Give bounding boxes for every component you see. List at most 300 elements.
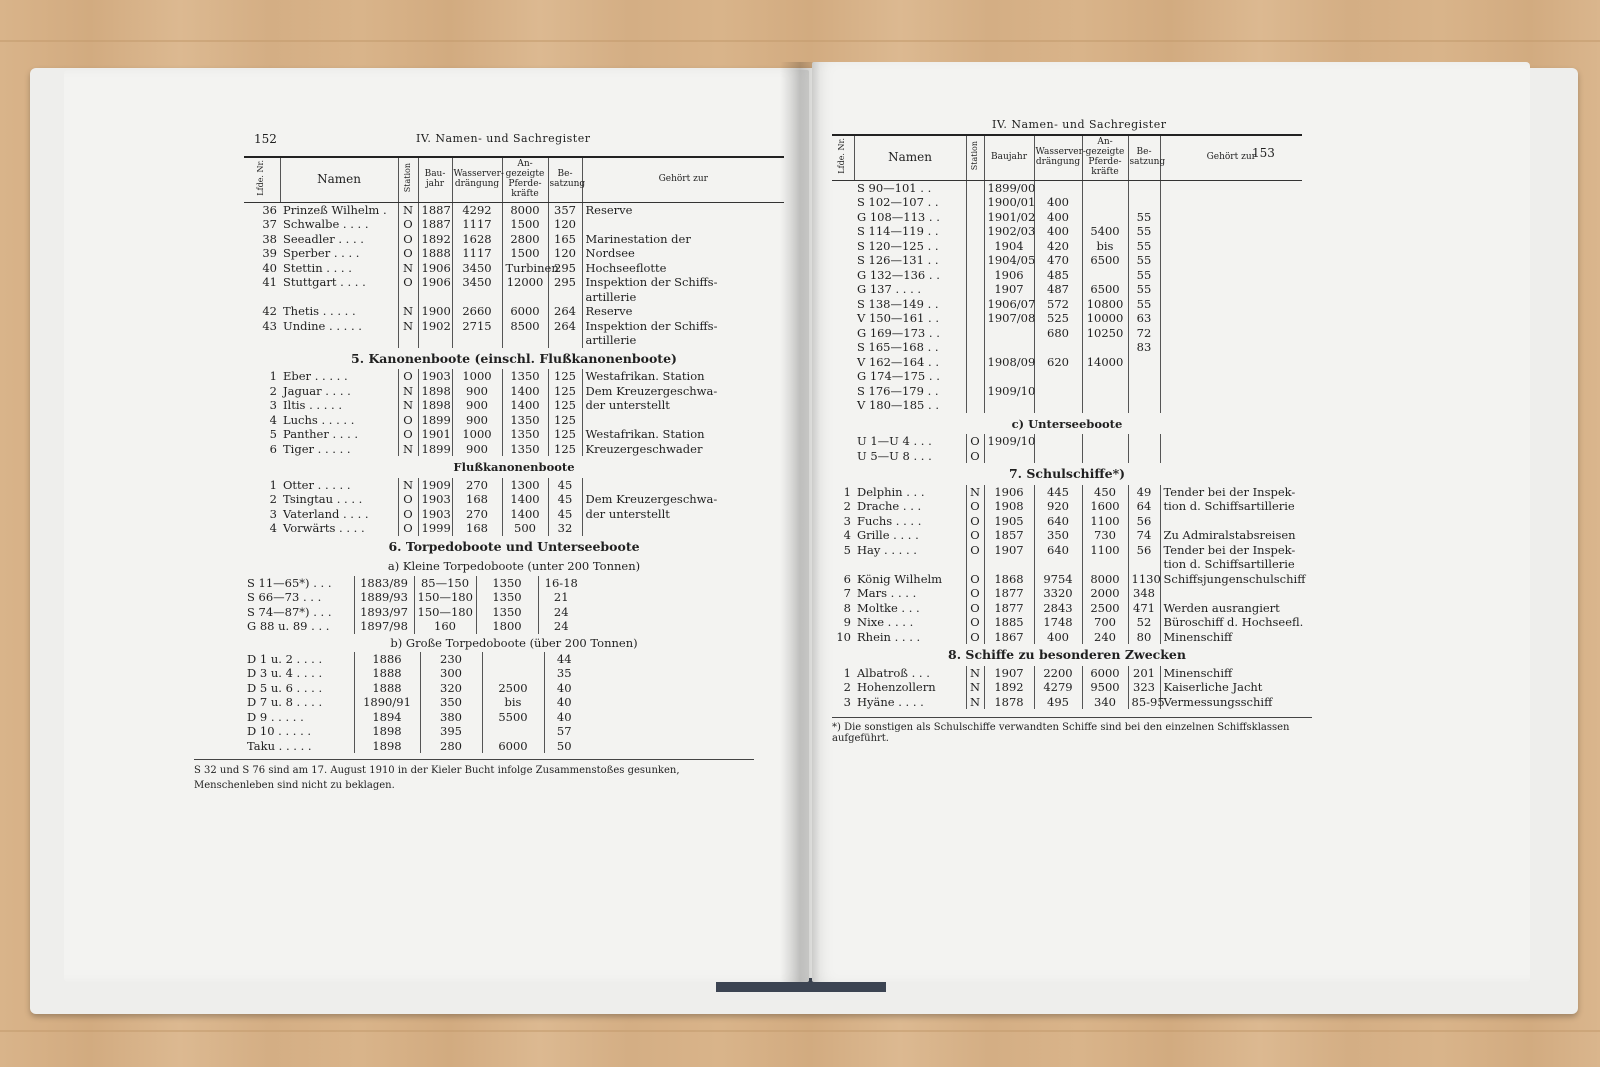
table-cell: N xyxy=(398,304,418,319)
table-cell: 32 xyxy=(548,521,582,536)
table-cell xyxy=(984,449,1034,464)
table-cell: 9754 xyxy=(1034,572,1082,587)
table-cell: 72 xyxy=(1128,326,1160,341)
table-cell: 400 xyxy=(1034,210,1082,225)
table-row xyxy=(244,384,784,399)
table-cell: Drache . . . xyxy=(857,499,922,514)
footnote: *) Die sonstigen als Schulschiffe verwandten Schiffe sind bei den einzelnen Schiffsklassen aufgeführt. xyxy=(832,717,1312,744)
table-cell: 6 xyxy=(843,571,851,586)
table-row xyxy=(832,297,1302,312)
table-cell: N xyxy=(966,666,984,681)
page-number: 153 xyxy=(1252,146,1275,160)
table-cell: 450 xyxy=(1082,485,1128,500)
table-cell: 1857 xyxy=(984,528,1034,543)
table-row xyxy=(244,290,784,305)
table-cell xyxy=(832,311,854,326)
table-row xyxy=(832,434,1302,449)
table-row xyxy=(244,202,784,217)
table-cell xyxy=(582,413,784,428)
section-title: Flußkanonenboote xyxy=(453,460,575,475)
table-cell xyxy=(854,557,966,572)
left-register-table xyxy=(194,156,784,793)
table-cell: O xyxy=(966,434,984,449)
table-cell: 400 xyxy=(1034,630,1082,645)
table-cell: Schwalbe . . . . xyxy=(283,217,369,232)
table-cell: 300 xyxy=(420,666,482,681)
table-cell: 445 xyxy=(1034,485,1082,500)
table-cell: 6000 xyxy=(502,304,548,319)
table-cell: Mars . . . . xyxy=(857,586,917,601)
table-cell: Taku . . . . . xyxy=(247,738,312,753)
table-cell: 55 xyxy=(1128,297,1160,312)
table-cell xyxy=(832,239,854,254)
section-title: 7. Schulschiffe*) xyxy=(1008,466,1126,482)
table-cell xyxy=(1082,369,1128,384)
table-cell: Westafrikan. Station xyxy=(582,427,784,442)
table-cell: 620 xyxy=(1034,355,1082,370)
table-row xyxy=(244,413,784,428)
table-row xyxy=(244,652,584,667)
table-cell: 49 xyxy=(1128,485,1160,500)
table-cell: 1350 xyxy=(502,427,548,442)
table-cell: 1898 xyxy=(418,384,452,399)
table-cell: 2843 xyxy=(1034,601,1082,616)
table-row xyxy=(832,528,1302,543)
table-cell: Panther . . . . xyxy=(283,427,359,442)
table-cell: S 66—73 . . . xyxy=(247,590,322,605)
table-cell: G 132—136 . . xyxy=(857,267,940,282)
table-cell: Tsingtau . . . . xyxy=(283,492,363,507)
table-cell xyxy=(418,290,452,305)
table-cell: 2800 xyxy=(502,232,548,247)
table-cell: 1889/93 xyxy=(354,590,414,605)
header-cell: Be-satzung xyxy=(1128,135,1160,180)
table-cell: 572 xyxy=(1034,297,1082,312)
table-cell: O xyxy=(966,615,984,630)
table-cell: 2660 xyxy=(452,304,502,319)
table-cell: 3 xyxy=(269,398,277,413)
table-cell: 4 xyxy=(843,528,851,543)
table-cell: 8 xyxy=(843,600,851,615)
header-cell: An-gezeigte Pferde-kräfte xyxy=(1082,135,1128,180)
table-cell: 1000 xyxy=(452,369,502,384)
table-cell: 3320 xyxy=(1034,586,1082,601)
table-cell: 55 xyxy=(1128,224,1160,239)
table-cell: S 11—65*) . . . xyxy=(247,575,332,590)
table-cell xyxy=(452,290,502,305)
table-cell: Reserve xyxy=(582,202,784,217)
table-cell: 1 xyxy=(843,484,851,499)
table-cell: 400 xyxy=(1034,224,1082,239)
table-cell xyxy=(966,195,984,210)
table-cell: 1000 xyxy=(452,427,502,442)
spine-shadow xyxy=(780,62,820,982)
table-cell xyxy=(984,340,1034,355)
table-cell: D 7 u. 8 . . . . xyxy=(247,695,323,710)
table-cell: 1 xyxy=(269,369,277,384)
table-cell: O xyxy=(398,217,418,232)
table-cell: 1400 xyxy=(502,384,548,399)
table-cell: 1902/03 xyxy=(984,224,1034,239)
table-cell: O xyxy=(398,369,418,384)
table-cell: V 180—185 . . xyxy=(857,398,939,413)
table-cell xyxy=(1128,180,1160,195)
table-cell xyxy=(482,652,544,667)
table-cell: Dem Kreuzergeschwa- xyxy=(582,384,784,399)
table-cell: 125 xyxy=(548,384,582,399)
table-cell: 1 xyxy=(269,477,277,492)
left-page xyxy=(64,70,809,982)
table-cell: 1350 xyxy=(502,442,548,457)
running-head: IV. Namen- und Sachregister xyxy=(416,132,591,145)
header-cell: Station xyxy=(966,135,984,180)
table-cell: N xyxy=(398,442,418,457)
table-cell: 420 xyxy=(1034,239,1082,254)
table-cell: 1887 xyxy=(418,202,452,217)
table-row xyxy=(832,195,1302,210)
table-cell: Reserve xyxy=(582,304,784,319)
table-cell xyxy=(482,724,544,739)
table-cell: S 138—149 . . xyxy=(857,296,939,311)
table-cell xyxy=(418,333,452,348)
table-cell: O xyxy=(966,572,984,587)
table-cell: 1908/09 xyxy=(984,355,1034,370)
table-cell: O xyxy=(966,499,984,514)
table-cell: 1887 xyxy=(418,217,452,232)
table-cell: 1867 xyxy=(984,630,1034,645)
table-cell: 9 xyxy=(843,615,851,630)
header-cell: An-gezeigte Pferde-kräfte xyxy=(502,157,548,202)
table-cell: 2 xyxy=(843,499,851,514)
table-row xyxy=(244,369,784,384)
table-cell: 1904/05 xyxy=(984,253,1034,268)
table-cell: 83 xyxy=(1128,340,1160,355)
table-cell: 1500 xyxy=(502,246,548,261)
table-cell xyxy=(548,290,582,305)
table-cell: S 126—131 . . xyxy=(857,253,939,268)
table-row xyxy=(244,478,784,493)
table-cell: 40 xyxy=(262,260,277,275)
table-cell: 495 xyxy=(1034,695,1082,710)
table-cell: 5 xyxy=(269,427,277,442)
table-cell: 1906 xyxy=(418,261,452,276)
table-cell: Hohenzollern xyxy=(857,680,936,695)
table-cell: Minenschiff xyxy=(1160,630,1302,645)
header-cell: Namen xyxy=(280,157,398,202)
table-cell: G 108—113 . . xyxy=(857,209,940,224)
section-title: 6. Torpedoboote und Unterseeboote xyxy=(388,538,640,554)
table-cell xyxy=(966,326,984,341)
table-cell: 24 xyxy=(538,605,584,620)
table-cell xyxy=(832,210,854,225)
table-row xyxy=(832,695,1302,710)
table-cell: 2500 xyxy=(482,681,544,696)
table-cell: Inspektion der Schiffs- xyxy=(582,319,784,334)
table-cell xyxy=(1160,195,1302,210)
table-cell: 1999 xyxy=(418,521,452,536)
table-cell xyxy=(1082,398,1128,413)
table-cell: 4 xyxy=(269,412,277,427)
table-cell xyxy=(832,449,854,464)
table-cell: 1906 xyxy=(418,275,452,290)
table-cell: Hay . . . . . xyxy=(857,542,917,557)
table-cell: 1907 xyxy=(984,666,1034,681)
table-row xyxy=(832,384,1302,399)
right-register-table xyxy=(832,134,1306,745)
table-cell: S 74—87*) . . . xyxy=(247,604,332,619)
table-cell: 1906 xyxy=(984,268,1034,283)
table-cell: O xyxy=(966,449,984,464)
table-row xyxy=(244,427,784,442)
floor-plank-line xyxy=(0,40,1600,42)
table-cell: 3 xyxy=(269,506,277,521)
table-cell xyxy=(966,384,984,399)
table-cell: 485 xyxy=(1034,268,1082,283)
table-cell: Iltis . . . . . xyxy=(283,398,342,413)
header-cell: Gehört zur xyxy=(1160,135,1302,180)
header-cell: Station xyxy=(398,157,418,202)
table-cell: 21 xyxy=(538,590,584,605)
table-cell: N xyxy=(966,485,984,500)
table-cell xyxy=(1160,239,1302,254)
table-cell: O xyxy=(966,514,984,529)
table-cell xyxy=(502,333,548,348)
table-cell xyxy=(832,355,854,370)
table-cell: 168 xyxy=(452,521,502,536)
table-cell: Marinestation der xyxy=(582,232,784,247)
table-row xyxy=(244,619,584,634)
table-cell: 1905 xyxy=(984,514,1034,529)
table-cell: 6500 xyxy=(1082,253,1128,268)
table-cell: 2200 xyxy=(1034,666,1082,681)
table-cell: 1909 xyxy=(418,478,452,493)
table-cell: N xyxy=(966,695,984,710)
table-cell xyxy=(1128,195,1160,210)
table-cell xyxy=(1128,384,1160,399)
table-row xyxy=(832,630,1302,645)
table-row xyxy=(244,333,784,348)
table-cell xyxy=(1160,398,1302,413)
table-cell: O xyxy=(398,413,418,428)
table-cell: 1117 xyxy=(452,246,502,261)
table-cell: Luchs . . . . . xyxy=(283,412,355,427)
table-cell: 55 xyxy=(1128,253,1160,268)
table-cell xyxy=(832,224,854,239)
table-cell: 1900 xyxy=(418,304,452,319)
table-cell xyxy=(966,369,984,384)
table-cell: 4292 xyxy=(452,202,502,217)
table-cell xyxy=(1082,449,1128,464)
table-cell xyxy=(984,398,1034,413)
table-row xyxy=(832,586,1302,601)
table-cell: 55 xyxy=(1128,268,1160,283)
table-cell: N xyxy=(398,319,418,334)
table-cell: 270 xyxy=(452,507,502,522)
table-cell: Hyäne . . . . xyxy=(857,694,924,709)
table-cell: 380 xyxy=(420,710,482,725)
table-cell: N xyxy=(398,384,418,399)
table-cell: 264 xyxy=(548,304,582,319)
table-cell: 40 xyxy=(544,710,584,725)
table-cell: 6000 xyxy=(482,739,544,754)
table-cell xyxy=(1160,297,1302,312)
table-cell: 1907 xyxy=(984,282,1034,297)
table-cell: 1899 xyxy=(418,442,452,457)
table-row xyxy=(244,521,784,536)
table-cell: O xyxy=(966,528,984,543)
table-cell xyxy=(984,557,1034,572)
table-cell: 3 xyxy=(843,513,851,528)
table-cell: 42 xyxy=(262,304,277,319)
table-cell: Turbinen xyxy=(502,261,548,276)
right-page xyxy=(812,62,1530,982)
table-row xyxy=(244,442,784,457)
table-cell: U 1—U 4 . . . xyxy=(857,434,932,449)
table-row xyxy=(832,340,1302,355)
table-row xyxy=(244,275,784,290)
table-cell: 240 xyxy=(1082,630,1128,645)
table-row xyxy=(832,499,1302,514)
table-cell: 1903 xyxy=(418,492,452,507)
table-cell: O xyxy=(398,246,418,261)
table-row xyxy=(832,369,1302,384)
table-cell: 350 xyxy=(420,695,482,710)
table-cell: O xyxy=(398,232,418,247)
table-cell: 1100 xyxy=(1082,543,1128,558)
header-cell: Wasserver-drängung xyxy=(452,157,502,202)
table-cell: Prinzeß Wilhelm . xyxy=(283,202,387,217)
table-cell: 37 xyxy=(262,217,277,232)
table-cell xyxy=(1128,355,1160,370)
table-cell xyxy=(1160,586,1302,601)
table-row xyxy=(832,355,1302,370)
table-cell xyxy=(1128,398,1160,413)
table-cell: O xyxy=(966,630,984,645)
table-cell: 85—150 xyxy=(414,576,476,591)
table-cell: 10 xyxy=(836,629,851,644)
table-cell: 340 xyxy=(1082,695,1128,710)
table-body xyxy=(244,478,784,536)
table-cell: 1898 xyxy=(354,724,420,739)
table-cell xyxy=(582,521,784,536)
table-cell: 1888 xyxy=(354,681,420,696)
table-cell: 1890/91 xyxy=(354,695,420,710)
table-cell: 8000 xyxy=(502,202,548,217)
table-cell xyxy=(1082,195,1128,210)
table-body xyxy=(832,666,1302,710)
table-cell: 150—180 xyxy=(414,605,476,620)
table-cell xyxy=(1034,398,1082,413)
table-cell: D 1 u. 2 . . . . xyxy=(247,651,323,666)
table-cell: 45 xyxy=(548,478,582,493)
table-cell: Albatroß . . . xyxy=(857,665,930,680)
table-cell xyxy=(1034,384,1082,399)
table-cell xyxy=(244,290,280,305)
table-cell: 1888 xyxy=(418,246,452,261)
table-cell: Zu Admiralstabsreisen xyxy=(1160,528,1302,543)
table-cell: 1908 xyxy=(984,499,1034,514)
table-cell: Rhein . . . . xyxy=(857,629,921,644)
table-cell: 900 xyxy=(452,384,502,399)
table-cell: der unterstellt xyxy=(582,507,784,522)
table-row xyxy=(244,217,784,232)
table-cell: O xyxy=(398,492,418,507)
header-cell: Lfde. Nr. xyxy=(244,157,280,202)
table-cell: 150—180 xyxy=(414,590,476,605)
table-cell: 3450 xyxy=(452,275,502,290)
table-header xyxy=(244,157,784,202)
table-cell xyxy=(966,340,984,355)
table-cell: 1877 xyxy=(984,586,1034,601)
table-cell: 125 xyxy=(548,442,582,457)
table-cell: bis xyxy=(1082,239,1128,254)
section-title: 5. Kanonenboote (einschl. Flußkanonenboote) xyxy=(351,350,677,366)
table-cell xyxy=(1160,210,1302,225)
table-row xyxy=(832,253,1302,268)
table-cell: Delphin . . . xyxy=(857,484,925,499)
table-cell xyxy=(1160,384,1302,399)
table-cell: 323 xyxy=(1128,680,1160,695)
table-cell xyxy=(1160,282,1302,297)
table-cell: 125 xyxy=(548,427,582,442)
table-cell xyxy=(1160,514,1302,529)
table-cell: 45 xyxy=(548,492,582,507)
header-cell: Bau-jahr xyxy=(418,157,452,202)
table-cell: Otter . . . . . xyxy=(283,477,351,492)
table-row xyxy=(832,572,1302,587)
table-cell: D 3 u. 4 . . . . xyxy=(247,666,323,681)
table-cell: 357 xyxy=(548,202,582,217)
table-body xyxy=(244,202,784,348)
table-cell: 85-95 xyxy=(1128,695,1160,710)
table-cell: V 162—164 . . xyxy=(857,354,939,369)
table-cell xyxy=(832,369,854,384)
table-cell: 1901 xyxy=(418,427,452,442)
running-head: IV. Namen- und Sachregister xyxy=(992,118,1167,131)
table-row xyxy=(832,615,1302,630)
table-cell xyxy=(966,557,984,572)
table-cell: N xyxy=(398,478,418,493)
table-cell: Nordsee xyxy=(582,246,784,261)
table-cell: 3 xyxy=(843,694,851,709)
table-cell: 1350 xyxy=(476,590,538,605)
table-row xyxy=(832,268,1302,283)
table-cell: 1117 xyxy=(452,217,502,232)
table-cell: 1400 xyxy=(502,492,548,507)
table-cell xyxy=(966,268,984,283)
table-cell: D 5 u. 6 . . . . xyxy=(247,680,323,695)
table-cell: Inspektion der Schiffs- xyxy=(582,275,784,290)
table-body xyxy=(244,369,784,456)
table-cell: 350 xyxy=(1034,528,1082,543)
table-cell: 230 xyxy=(420,652,482,667)
table-cell xyxy=(1160,268,1302,283)
table-cell: 900 xyxy=(452,442,502,457)
table-cell: 1800 xyxy=(476,619,538,634)
table-cell: 1907 xyxy=(984,543,1034,558)
table-cell xyxy=(966,282,984,297)
table-cell: O xyxy=(398,427,418,442)
table-cell: 320 xyxy=(420,681,482,696)
table-cell xyxy=(966,355,984,370)
table-row xyxy=(244,576,584,591)
table-cell: 1600 xyxy=(1082,499,1128,514)
table-cell: Undine . . . . . xyxy=(283,318,362,333)
table-row xyxy=(244,666,584,681)
table-cell: Vaterland . . . . xyxy=(283,506,369,521)
table-cell: 1500 xyxy=(502,217,548,232)
table-cell: Stettin . . . . xyxy=(283,260,352,275)
